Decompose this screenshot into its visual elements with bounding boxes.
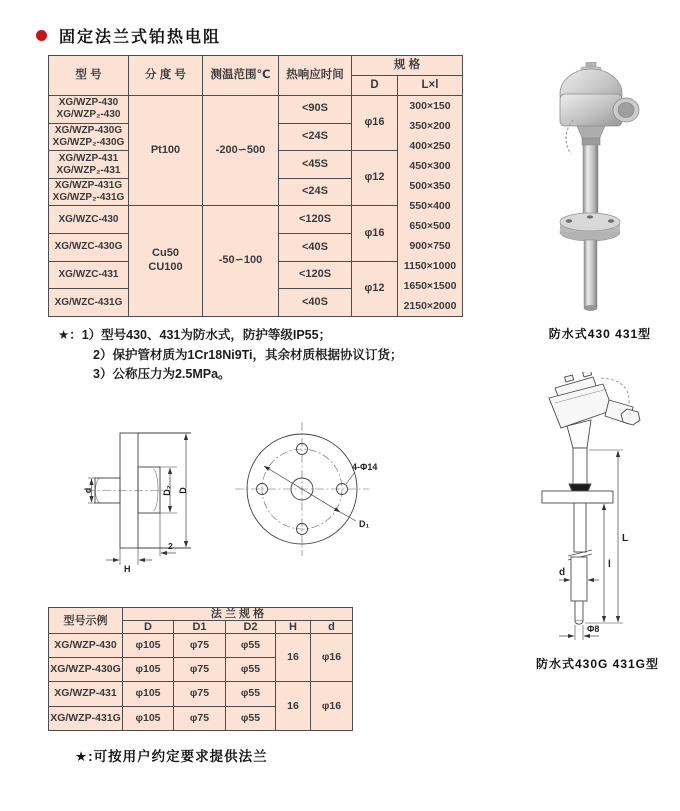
model-line: XG/WZC-431G [54, 296, 123, 308]
d-cell: φ16 [311, 634, 353, 682]
lxl-value: 400×250 [409, 140, 451, 152]
model-line: XG/WZC-430G [54, 241, 123, 253]
model-line: XG/WZP₂-431G [52, 192, 125, 204]
response-cell: <24S [279, 123, 352, 151]
model-cell [49, 96, 129, 124]
lxl-value: 450×300 [409, 160, 451, 172]
front-view [235, 422, 369, 556]
D-cell: φ105 [123, 658, 174, 682]
header-lxl: L×l [398, 76, 463, 96]
d-cell: φ16 [311, 682, 353, 730]
diameter-cell: φ16 [352, 96, 398, 151]
header-response: 热响应时间 [279, 56, 352, 96]
header-model: 型 号 [49, 56, 129, 96]
D2-cell: φ55 [226, 658, 276, 682]
dim-label-L: L [622, 533, 629, 544]
sensor-drawing-430g [515, 372, 680, 652]
dim-label-l: l [608, 559, 611, 570]
range-cell: -50∽100 [203, 206, 279, 317]
H-cell: 16 [276, 682, 311, 730]
footer-note: ★:可按用户约定要求提供法兰 [75, 749, 268, 764]
H-cell: 16 [276, 634, 311, 682]
flange-drawing [40, 393, 440, 603]
model-cell [49, 151, 129, 179]
model-cell: XG/WZP-430 [49, 634, 123, 658]
graduation-cell [129, 206, 203, 317]
response-cell: <45S [279, 151, 352, 179]
D2-cell: φ55 [226, 682, 276, 706]
range-cell: -200∽500 [203, 96, 279, 206]
diameter-cell: φ16 [352, 206, 398, 261]
flange-table [48, 607, 353, 731]
red-bullet-icon [36, 30, 47, 41]
header-d: d [311, 621, 353, 634]
drawing-caption: 防水式430G 431G型 [535, 657, 660, 671]
header-D: D [123, 621, 174, 634]
graduation-line: Cu50 [152, 247, 179, 260]
upper-tube [583, 145, 598, 215]
header-range: 测温范围℃ [203, 56, 279, 96]
flange-boss [138, 467, 160, 513]
model-line: XG/WZP-430 [58, 97, 119, 109]
model-cell [49, 261, 129, 289]
table-row [49, 682, 353, 706]
D-cell: φ105 [123, 682, 174, 706]
header-flange-spec: 法 兰 规 格 [123, 608, 353, 621]
model-line: XG/WZP-431 [58, 152, 119, 164]
model-cell [49, 206, 129, 234]
header-H: H [276, 621, 311, 634]
model-line: XG/WZP₂-431 [56, 164, 121, 176]
gland-nut [621, 409, 640, 425]
model-line: XG/WZP-430G [54, 124, 123, 136]
tube-tip [584, 305, 597, 310]
lxl-value: 2150×2000 [403, 300, 457, 312]
neck-hex [582, 138, 600, 145]
photo-caption: 防水式430 431型 [548, 327, 652, 341]
model-line: XG/WZP-431G [54, 180, 123, 192]
header-D1: D1 [174, 621, 226, 634]
model-line: XG/WZC-430 [58, 213, 119, 225]
response-cell: <120S [279, 261, 352, 289]
model-cell [49, 289, 129, 317]
dim-label-d: d [559, 567, 566, 578]
header-model-example: 型号示例 [49, 608, 123, 634]
lxl-cell [398, 96, 463, 317]
response-cell: <120S [279, 206, 352, 234]
connection-head [549, 372, 640, 448]
D1-cell: φ75 [174, 706, 226, 730]
model-cell: XG/WZP-431 [49, 682, 123, 706]
lxl-value: 650×500 [409, 220, 451, 232]
flange-bolt-hole [587, 215, 593, 218]
probe-tip [575, 621, 583, 624]
head-screw [583, 372, 592, 377]
lxl-value: 550×400 [409, 200, 451, 212]
flange-bolt-hole [608, 219, 614, 223]
graduation-cell [129, 96, 203, 206]
D2-cell: φ55 [226, 634, 276, 658]
graduation-line: Pt100 [150, 143, 181, 156]
model-cell: XG/WZP-431G [49, 706, 123, 730]
dim-label-d2: D₂ [162, 485, 172, 496]
table-row [49, 96, 463, 124]
graduation-line: CU100 [148, 261, 183, 274]
lxl-value: 1150×1000 [403, 260, 457, 272]
notes-block [58, 326, 458, 385]
header-spec: 规 格 [352, 56, 463, 76]
response-cell: <40S [279, 289, 352, 317]
model-cell [49, 123, 129, 151]
tube-upper [574, 503, 586, 552]
diameter-cell: φ12 [352, 261, 398, 316]
head-side-cap-inner [618, 103, 634, 118]
lxl-value: 1650×1500 [403, 280, 457, 292]
diameter-cell: φ12 [352, 151, 398, 206]
lxl-value: 350×200 [409, 120, 451, 132]
D2-cell: φ55 [226, 706, 276, 730]
side-view [86, 433, 191, 565]
dimensions [559, 450, 623, 640]
model-line: XG/WZP₂-430 [56, 109, 121, 121]
D-cell: φ105 [123, 706, 174, 730]
header-diameter: D [352, 76, 398, 96]
flange-bolt-hole [566, 219, 572, 223]
model-cell [49, 178, 129, 206]
model-line: XG/WZP₂-430G [52, 136, 125, 148]
header-D2: D2 [226, 621, 276, 634]
table-row [49, 634, 353, 658]
probe-tip-tube [575, 601, 583, 621]
note-line: 2）保护管材质为1Cr18Ni9Ti，其余材质根据协议订货； [93, 347, 403, 362]
response-cell: <24S [279, 178, 352, 206]
D1-cell: φ75 [174, 682, 226, 706]
lxl-value: 500×350 [409, 180, 451, 192]
probe-assembly [542, 448, 613, 624]
head-screw [565, 375, 574, 382]
product-photo-430 [533, 62, 667, 322]
note-line: 3）公称压力为2.5MPa。 [93, 367, 231, 381]
model-cell [49, 234, 129, 262]
neck-tube [573, 448, 587, 484]
D1-cell: φ75 [174, 658, 226, 682]
tube-wide [571, 557, 587, 601]
dim-label-D: D [178, 487, 188, 494]
page-title: 固定法兰式铂热电阻 [59, 29, 222, 46]
dim-label-H: H [124, 564, 131, 574]
D1-cell: φ75 [174, 634, 226, 658]
dim-label-d: d [83, 487, 93, 494]
model-line: XG/WZC-431 [58, 269, 119, 281]
dim-label-holes: 4-Φ14 [352, 462, 378, 472]
lxl-value: 300×150 [409, 100, 451, 112]
response-cell: <90S [279, 96, 352, 124]
dim-label-2: 2 [168, 541, 173, 551]
flange-plate [542, 491, 613, 503]
model-cell: XG/WZP-430G [49, 658, 123, 682]
dim-label-phi8: Φ8 [587, 624, 600, 634]
dim-label-d1: D₁ [359, 519, 370, 529]
spec-table [48, 55, 463, 317]
seal-ring [569, 484, 591, 491]
lxl-value: 900×750 [409, 240, 451, 252]
header-graduation: 分 度 号 [129, 56, 203, 96]
response-cell: <40S [279, 234, 352, 262]
note-line: ★：1）型号430、431为防水式，防护等级IP55； [58, 328, 332, 342]
D-cell: φ105 [123, 634, 174, 658]
section-title [36, 24, 221, 47]
lower-tube [584, 240, 597, 308]
